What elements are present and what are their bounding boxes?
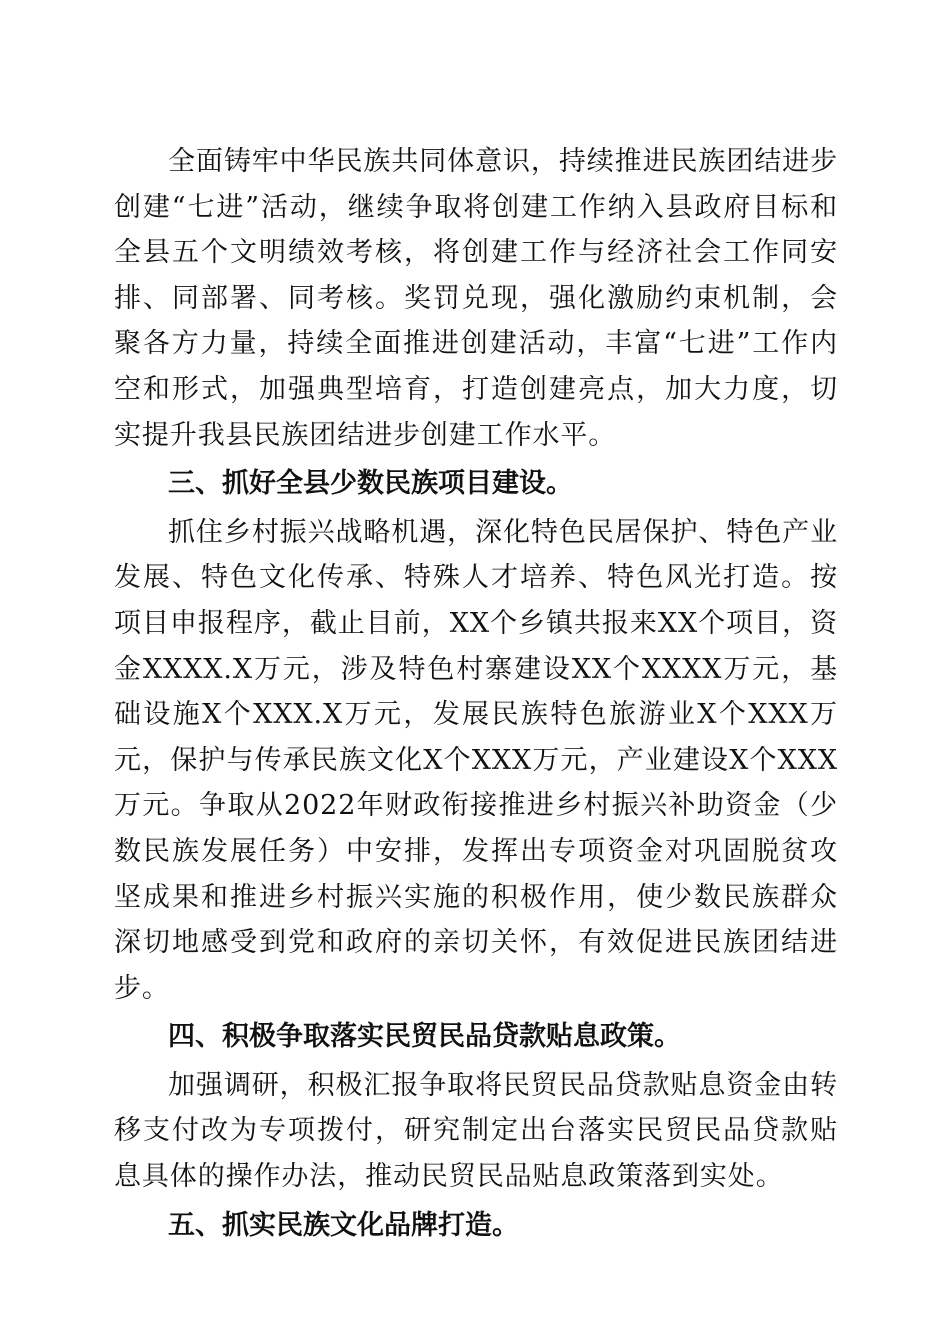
section-heading-3: 三、抓好全县少数民族项目建设。 (168, 468, 573, 500)
section-heading-4: 四、积极争取落实民贸民品贷款贴息政策。 (168, 1021, 681, 1053)
paragraph-minority-projects: 抓住乡村振兴战略机遇，深化特色民居保护、特色产业发展、特色文化传承、特殊人才培养、特色风光打造。按项目申报程序，截止目前，XX个乡镇共报来XX个项目，资金XXXX.X万元，涉及特色村寨建设XX个XXXX万元，基础设施X个XXX.X万元，发展民族特色旅游业X个XXX万元，保护与传承民族文化X个XXX万元，产业建设X个XXX万元。争取从2022年财政衔接推进乡村振兴补助资金（少数民族发展任务）中安排，发挥出专项资金对巩固脱贫攻坚成果和推进乡村振兴实施的积极作用，使少数民族群众深切地感受到党和政府的亲切关怀，有效促进民族团结进步。 (114, 516, 838, 1004)
paragraph-ethnic-unity-creation: 全面铸牢中华民族共同体意识，持续推进民族团结进步创建“七进”活动，继续争取将创建工作纳入县政府目标和全县五个文明绩效考核，将创建工作与经济社会工作同安排、同部署、同考核。奖罚兑现，强化激励约束机制，会聚各方力量，持续全面推进创建活动，丰富“七进”工作内空和形式，加强典型培育，打造创建亮点，加大力度，切实提升我县民族团结进步创建工作水平。 (114, 146, 838, 451)
document-body (114, 139, 838, 1251)
section-heading-5: 五、抓实民族文化品牌打造。 (168, 1209, 519, 1241)
paragraph-loan-subsidy: 加强调研，积极汇报争取将民贸民品贷款贴息资金由转移支付改为专项拨付，研究制定出台落实民贸民品贷款贴息具体的操作办法，推动民贸民品贴息政策落到实处。 (114, 1069, 838, 1193)
